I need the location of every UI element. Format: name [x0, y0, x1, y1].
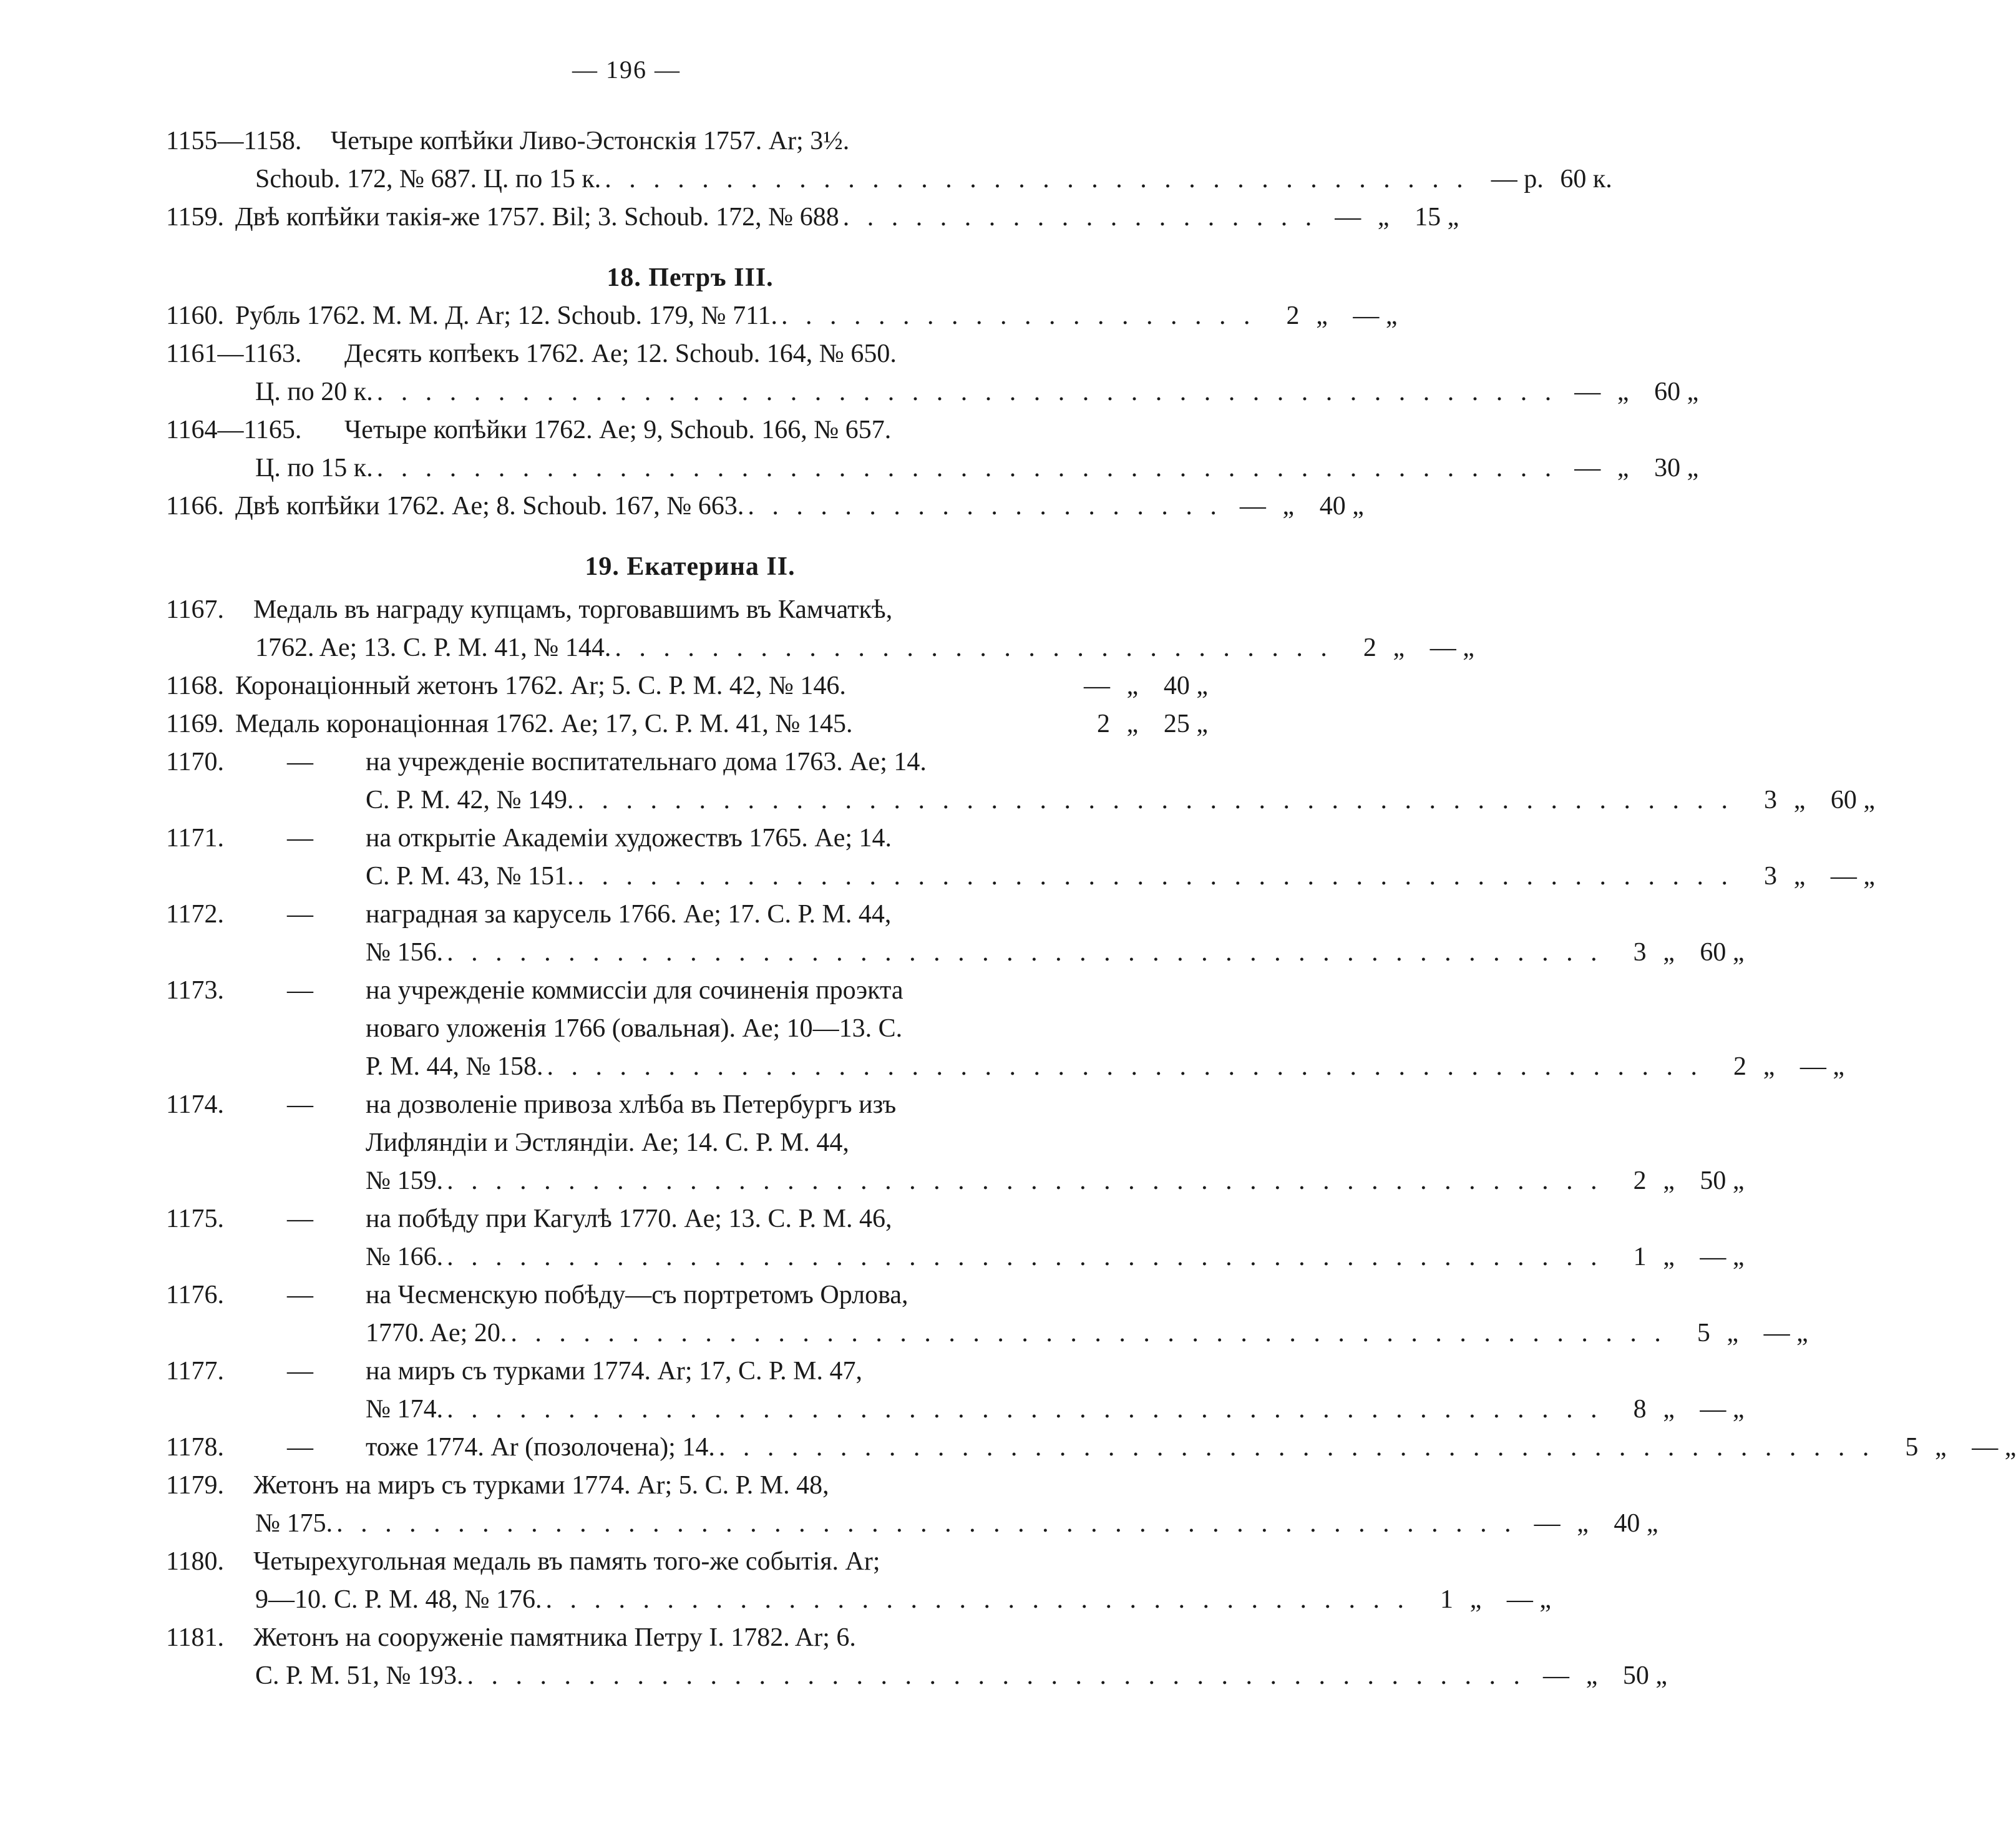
- entry-price: 1 „ — „: [1440, 1585, 1552, 1614]
- entry-text: на учрежденіе коммиссіи для сочиненія проэкта: [366, 976, 903, 1005]
- leader-dots: . . . . . . . . . . . . . . . . . . . . . . . . . . . . . . . . . . . . . . . . . . . . . . . .: [577, 862, 1734, 891]
- price-kopecks: 60 „: [1700, 938, 1745, 967]
- price-sep: „: [1663, 1395, 1675, 1424]
- entry-price: 2 „ 25 „: [1097, 710, 1208, 738]
- leader-dots: . . . . . . . . . . . . . . . . . . . . . . . . . . . . . . . . . . . . . . . . . . . . . . . .: [577, 786, 1734, 814]
- entry-text: Четыре копѣйки Ливо-Эстонскія 1757. Ar; 3½.: [331, 127, 850, 155]
- price-sep: „: [1726, 1319, 1739, 1347]
- catalog-entry: [166, 1467, 1658, 1543]
- catalog-content: [166, 122, 2016, 1695]
- entry-number: 1181.: [166, 1623, 224, 1652]
- entry-text: 1770. Ae; 20.: [366, 1319, 507, 1347]
- price-kopecks: 50 „: [1700, 1166, 1745, 1195]
- leader-dots: [852, 705, 1066, 743]
- price-rubles: 5: [1905, 1433, 1919, 1462]
- entry-text: на открытіе Академіи художествъ 1765. Ae; 14.: [366, 824, 892, 853]
- price-kopecks: — „: [1972, 1433, 2016, 1462]
- entry-number: 1166.: [166, 492, 224, 521]
- entry-text: Р. М. 44, № 158.: [366, 1052, 543, 1081]
- ditto-dash: —: [287, 824, 313, 853]
- entry-number: 1179.: [166, 1471, 224, 1500]
- entry-text: № 175.: [255, 1509, 333, 1538]
- entry-text: Жетонъ на миръ съ турками 1774. Ar; 5. С. Р. М. 48,: [253, 1471, 829, 1500]
- entry-text: С. Р. М. 42, № 149.: [366, 786, 574, 814]
- entry-text: Четырехугольная медаль въ память того-же событія. Ar;: [253, 1547, 880, 1576]
- entry-text: Двѣ копѣйки такія-же 1757. Bil; 3. Schoub. 172, № 688: [235, 203, 839, 232]
- medal-list: [166, 743, 2016, 1467]
- entry-number: 1164—1165.: [166, 416, 302, 444]
- entry-text: новаго уложенія 1766 (овальная). Ae; 10—13. С.: [366, 1014, 903, 1043]
- entry-price: 2 „ — „: [1363, 633, 1474, 662]
- leader-dots: . . . . . . . . . . . . . . . . . . . . . . . . . . . . . . . . . . . .: [545, 1585, 1410, 1614]
- leader-dots: . . . . . . . . . . . . . . . . . . . . . . . . . . . . . . . . . . . . . . . . . . . . . . . .: [510, 1319, 1667, 1347]
- leader-dots: . . . . . . . . . . . . . . . . . . . . . . . . . . . . . . . . . . . . . . . . . . . . . . . .: [447, 1166, 1603, 1195]
- leader-dots: . . . . . . . . . . . . . . . . . . . . . . . . . . . . . . . . . . . . . . . . . . . . . . . .: [718, 1433, 1875, 1462]
- entry-number: 1171.: [166, 824, 224, 853]
- entry-text: наградная за карусель 1766. Ae; 17. С. Р. М. 44,: [366, 900, 892, 929]
- section-heading-peter-iii: 18. Петръ III.: [606, 263, 774, 292]
- entry-text: на побѣду при Кагулѣ 1770. Ae; 13. С. Р. М. 46,: [366, 1205, 892, 1233]
- entry-text: Ц. по 15 к.: [255, 454, 373, 482]
- leader-dots: [846, 667, 1066, 705]
- entry-text: № 159.: [366, 1166, 444, 1195]
- price-rubles: 5: [1697, 1319, 1710, 1347]
- leader-dots: . . . . . . . . . . . . . . . . . . . . . . . . . . . . . . . . . . . . . . . . . . . . . . . . .: [376, 454, 1557, 482]
- catalog-entry: [166, 297, 1398, 335]
- entry-number: 1167.: [166, 595, 224, 624]
- entry-price: [1733, 858, 1875, 896]
- catalog-entry: [166, 1086, 1745, 1200]
- entry-text: С. Р. М. 43, № 151.: [366, 862, 574, 891]
- catalog-entry: [166, 198, 1459, 237]
- entry-price: — „ 30 „: [1574, 454, 1699, 482]
- entry-text: 1762. Ae; 13. С. Р. М. 41, № 144.: [255, 633, 611, 662]
- price-rubles: 2: [1733, 1052, 1747, 1081]
- entry-price: — „ 50 „: [1543, 1661, 1668, 1690]
- catalog-entry: [166, 1429, 2016, 1467]
- entry-text: № 174.: [366, 1395, 444, 1424]
- catalog-entry: [166, 1619, 1668, 1695]
- price-rubles: 1: [1633, 1243, 1647, 1271]
- catalog-entry: [166, 487, 1364, 526]
- entry-number: 1161—1163.: [166, 340, 302, 368]
- catalog-entry: [166, 591, 1474, 667]
- entry-text: Лифляндіи и Эстляндіи. Ae; 14. С. Р. М. 44,: [366, 1128, 849, 1157]
- entry-text: Медаль въ награду купцамъ, торговавшимъ въ Камчаткѣ,: [253, 595, 893, 624]
- price-kopecks: — „: [1700, 1395, 1745, 1424]
- ditto-dash: —: [287, 1281, 313, 1309]
- catalog-entry: [166, 122, 1612, 198]
- entry-text: Рубль 1762. М. М. Д. Ar; 12. Schoub. 179, № 711.: [235, 301, 778, 330]
- price-rubles: 3: [1633, 938, 1647, 967]
- price-sep: „: [1763, 1052, 1775, 1081]
- ditto-dash: —: [287, 1205, 313, 1233]
- entry-text: Медаль коронаціонная 1762. Ae; 17, С. Р. М. 41, № 145.: [235, 710, 853, 738]
- price-sep: „: [1663, 1166, 1675, 1195]
- ditto-dash: —: [287, 1357, 313, 1386]
- price-rubles: 2: [1633, 1166, 1647, 1195]
- price-rubles: 3: [1764, 862, 1778, 891]
- entry-price: — „ 40 „: [1534, 1509, 1658, 1538]
- leader-dots: . . . . . . . . . . . . . . . . . . . .: [842, 203, 1318, 232]
- ditto-dash: —: [287, 900, 313, 929]
- price-kopecks: — „: [1763, 1319, 1808, 1347]
- entry-text: № 166.: [366, 1243, 444, 1271]
- catalog-entry: [166, 1200, 1745, 1276]
- ditto-dash: —: [287, 1433, 313, 1462]
- entry-price: [1703, 1048, 1844, 1086]
- price-kopecks: — „: [1700, 1243, 1745, 1271]
- entry-number: 1168.: [166, 672, 224, 700]
- entry-text: Ц. по 20 к.: [255, 378, 373, 406]
- catalog-entry: [166, 667, 1208, 705]
- leader-dots: . . . . . . . . . . . . . . . . . . . . . . . . . . . . . . . . . . . . . . . . . . . . . . . .: [547, 1052, 1703, 1081]
- price-kopecks: — „: [1830, 862, 1876, 891]
- catalog-entry: [166, 1543, 1552, 1619]
- entry-price: [1733, 781, 1875, 819]
- entry-text: Четыре копѣйки 1762. Ae; 9, Schoub. 166, № 657.: [344, 416, 892, 444]
- entry-price: [1603, 1162, 1745, 1200]
- leader-dots: . . . . . . . . . . . . . . . . . . . . . . . . . . . . . . . . . . . . . . . . . . . . . . . . .: [376, 378, 1557, 406]
- catalog-entry: [166, 335, 1699, 411]
- entry-price: — р. 60 к.: [1491, 165, 1612, 193]
- entry-price: [1667, 1314, 1808, 1352]
- leader-dots: . . . . . . . . . . . . . . . . . . . . . . . . . . . . . . . . . . . . . . . . . . . . . . . .: [447, 938, 1603, 967]
- entry-number: 1170.: [166, 748, 224, 776]
- entry-number: 1174.: [166, 1090, 224, 1119]
- catalog-entry: [166, 896, 1745, 972]
- entry-number: 1180.: [166, 1547, 224, 1576]
- leader-dots: . . . . . . . . . . . . . . . . . . . . . . . . . . . . . . . . . . . .: [605, 165, 1469, 193]
- entry-text: на учрежденіе воспитательнаго дома 1763. Ae; 14.: [366, 748, 927, 776]
- entry-price: [1603, 934, 1745, 972]
- catalog-entry: [166, 1352, 1745, 1429]
- catalog-entry: [166, 1276, 1808, 1352]
- price-rubles: 3: [1764, 786, 1778, 814]
- price-sep: „: [1793, 862, 1806, 891]
- catalog-entry: [166, 972, 1845, 1086]
- entry-price: [1874, 1429, 2016, 1467]
- price-sep: „: [1663, 1243, 1675, 1271]
- entry-text: Коронаціонный жетонъ 1762. Ar; 5. С. Р. М. 42, № 146.: [235, 672, 846, 700]
- price-sep: „: [1935, 1433, 1947, 1462]
- entry-number: 1175.: [166, 1205, 224, 1233]
- entry-number: 1177.: [166, 1357, 224, 1386]
- catalog-entry: [166, 411, 1699, 487]
- entry-text: на миръ съ турками 1774. Ar; 17, С. Р. М. 47,: [366, 1357, 862, 1386]
- leader-dots: . . . . . . . . . . . . . . . . . . . . . . . . . . . . . .: [615, 633, 1333, 662]
- ditto-dash: —: [287, 1090, 313, 1119]
- entry-text: Жетонъ на сооруженіе памятника Петру I. 1782. Ar; 6.: [253, 1623, 856, 1652]
- leader-dots: . . . . . . . . . . . . . . . . . . . .: [781, 301, 1256, 330]
- section-heading-catherine-ii: 19. Екатерина II.: [585, 552, 796, 581]
- entry-number: 1169.: [166, 710, 224, 738]
- entry-price: — „ 40 „: [1084, 672, 1208, 700]
- leader-dots: . . . . . . . . . . . . . . . . . . . . . . . . . . . . . . . . . . . . . . . . . . . . . . . .: [447, 1395, 1603, 1424]
- entry-text: Двѣ копѣйки 1762. Ae; 8. Schoub. 167, № 663.: [235, 492, 744, 521]
- entry-price: — „ 60 „: [1574, 378, 1699, 406]
- leader-dots: . . . . . . . . . . . . . . . . . . . . . . . . . . . . . . . . . . . . . . . . . . . . . . . .: [447, 1243, 1603, 1271]
- price-rubles: 8: [1633, 1395, 1647, 1424]
- price-sep: „: [1793, 786, 1806, 814]
- entry-number: 1172.: [166, 900, 224, 929]
- ditto-dash: —: [287, 976, 313, 1005]
- price-kopecks: 60 „: [1830, 786, 1876, 814]
- entry-text: Schoub. 172, № 687. Ц. по 15 к.: [255, 165, 601, 193]
- entry-text: Десять копѣекъ 1762. Ae; 12. Schoub. 164, № 650.: [344, 340, 897, 368]
- entry-price: 2 „ — „: [1286, 301, 1398, 330]
- leader-dots: . . . . . . . . . . . . . . . . . . . . . . . . . . . . . . . . . . . . . . . . . . . . . . . . .: [336, 1509, 1517, 1538]
- catalog-entry: [166, 743, 1876, 819]
- entry-number: 1173.: [166, 976, 224, 1005]
- catalog-entry: [166, 705, 1208, 743]
- entry-number: 1160.: [166, 301, 224, 330]
- entry-text: 9—10. С. Р. М. 48, № 176.: [255, 1585, 542, 1614]
- page-number: — 196 —: [572, 56, 681, 84]
- entry-text: С. Р. М. 51, № 193.: [255, 1661, 464, 1690]
- leader-dots: . . . . . . . . . . . . . . . . . . . .: [747, 492, 1222, 521]
- entry-price: — „ 40 „: [1239, 492, 1364, 521]
- entry-price: [1603, 1391, 1745, 1429]
- entry-text: на дозволеніе привоза хлѣба въ Петербургъ изъ: [366, 1090, 897, 1119]
- entry-text: на Чесменскую побѣду—съ портретомъ Орлова,: [366, 1281, 908, 1309]
- entry-price: — „ 15 „: [1335, 203, 1459, 232]
- price-sep: „: [1663, 938, 1675, 967]
- catalog-entry: [166, 819, 1876, 896]
- entry-number: 1176.: [166, 1281, 224, 1309]
- entry-text: тоже 1774. Ar (позолочена); 14.: [366, 1433, 715, 1462]
- entry-number: 1159.: [166, 203, 224, 232]
- entry-price: [1603, 1238, 1745, 1276]
- entry-number: 1155—1158.: [166, 127, 302, 155]
- price-kopecks: — „: [1799, 1052, 1845, 1081]
- entry-text: № 156.: [366, 938, 444, 967]
- entry-number: 1178.: [166, 1433, 224, 1462]
- ditto-dash: —: [287, 748, 313, 776]
- leader-dots: . . . . . . . . . . . . . . . . . . . . . . . . . . . . . . . . . . . . . . . . . . . .: [467, 1661, 1526, 1690]
